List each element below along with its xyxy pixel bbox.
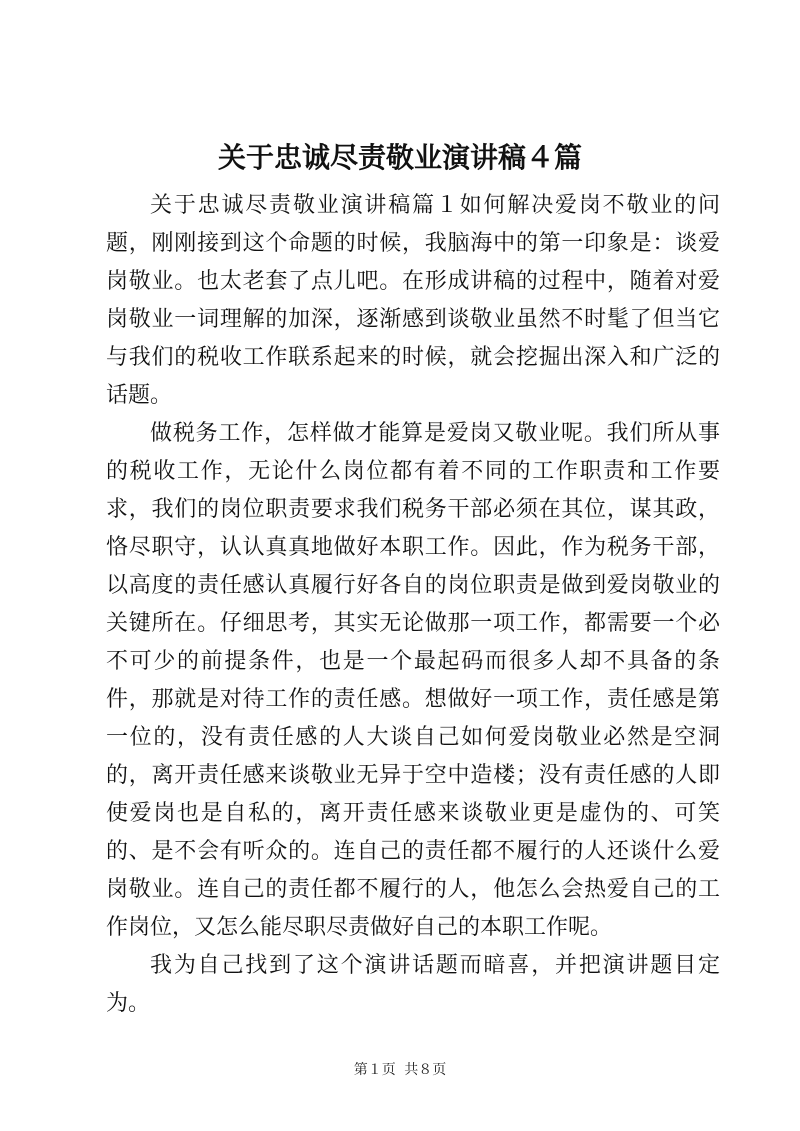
paragraph-3: 我为自己找到了这个演讲话题而暗喜，并把演讲题目定为。 (106, 953, 720, 1016)
paragraph-1: 关于忠诚尽责敬业演讲稿篇１如何解决爱岗不敬业的问题，刚刚接到这个命题的时候，我脑海中的第一印象是：谈爱岗敬业。也太老套了点儿吧。在形成讲稿的过程中，随着对爱岗敬业一词理解的加深，逐渐感到谈敬业虽然不时髦了但当它与我们的税收工作联系起来的时候，就会挖掘出深入和广泛的话题。 (106, 193, 720, 408)
page-number-total: 共８页 (404, 1062, 447, 1078)
document-body (106, 187, 720, 1023)
document-title: 关于忠诚尽责敬业演讲稿４篇 (217, 141, 582, 174)
page-number-current: 第１页 (353, 1062, 396, 1078)
paragraph-2: 做税务工作，怎样做才能算是爱岗又敬业呢。我们所从事的税收工作，无论什么岗位都有着不同的工作职责和工作要求，我们的岗位职责要求我们税务干部必须在其位，谋其政，恪尽职守，认认真真地做好本职工作。因此，作为税务干部，以高度的责任感认真履行好各自的岗位职责是做到爱岗敬业的关键所在。仔细思考，其实无论做那一项工作，都需要一个必不可少的前提条件，也是一个最起码而很多人却不具备的条件，那就是对待工作的责任感。想做好一项工作，责任感是第一位的，没有责任感的人大谈自己如何爱岗敬业必然是空洞的，离开责任感来谈敬业无异于空中造楼；没有责任感的人即使爱岗也是自私的，离开责任感来谈敬业更是虚伪的、可笑的、是不会有听众的。连自己的责任都不履行的人还谈什么爱岗敬业。连自己的责任都不履行的人，他怎么会热爱自己的工作岗位，又怎么能尽职尽责做好自己的本职工作呢。 (106, 421, 720, 940)
page-footer (0, 1060, 800, 1080)
